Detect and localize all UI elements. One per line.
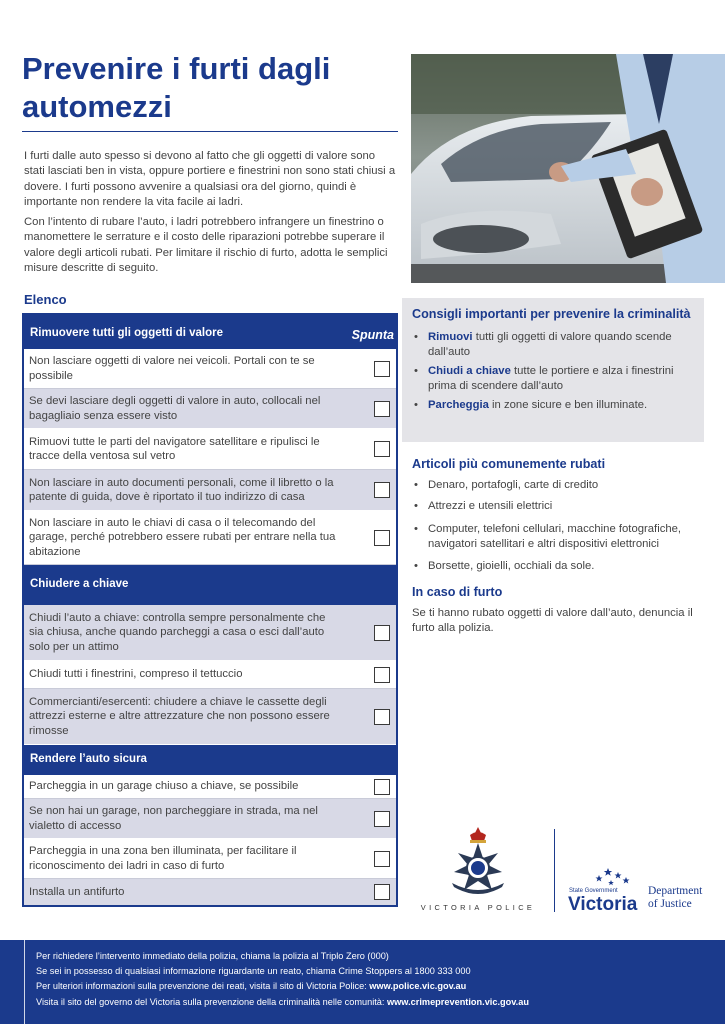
list-item — [412, 364, 694, 393]
section-header-secure-car — [24, 745, 396, 775]
tips-heading: Consigli importanti per prevenire la criminalità — [412, 307, 691, 321]
victoria-logo-icon — [568, 866, 646, 912]
victoria-wordmark: Victoria — [568, 894, 638, 912]
section-title: Rimuovere tutti gli oggetti di valore — [30, 327, 223, 339]
check-column-label: Spunta — [351, 328, 394, 342]
tip-text: tutti gli oggetti di valore quando scende dall’auto — [428, 331, 672, 358]
footer-line-police-site — [36, 979, 529, 994]
stolen-items-list — [412, 478, 712, 574]
list-item: • Denaro, portafogli, carte di credito — [412, 478, 712, 493]
tip-text: tutte le portiere e alza i finestrini prima di scendere dall’auto — [428, 365, 674, 392]
checkbox[interactable] — [374, 709, 390, 725]
checklist-row — [24, 511, 396, 565]
checklist-item-text: Installa un antifurto — [29, 885, 125, 898]
checkbox[interactable] — [374, 441, 390, 457]
checkbox[interactable] — [374, 851, 390, 867]
checklist-row — [24, 389, 396, 429]
commonly-stolen-items — [412, 457, 712, 580]
state-government-label: State Government — [569, 888, 618, 894]
title-divider — [22, 131, 398, 132]
tip-text: in zone sicure e ben illuminate. — [488, 399, 648, 412]
section-title: Rendere l’auto sicura — [30, 753, 147, 765]
tip-keyword: Parcheggia — [428, 399, 489, 412]
section-title: Chiudere a chiave — [30, 578, 129, 590]
footer-text-prefix: Visita il sito del governo del Victoria sulla prevenzione della criminalità nelle comunità: — [36, 996, 388, 1007]
tip-keyword: Chiudi a chiave — [428, 365, 511, 378]
checklist-item-text: Se non hai un garage, non parcheggiare in strada, ma nel vialetto di accesso — [29, 805, 318, 832]
crime-prevention-website-link[interactable]: www.crimeprevention.vic.gov.au — [387, 996, 529, 1007]
footer-line-crime-stoppers: Se sei in possesso di qualsiasi informazione riguardante un reato, chiama Crime Stoppers al 1800 333 000 — [36, 966, 471, 977]
victoria-police-wordmark: VICTORIA POLICE — [420, 903, 536, 912]
checkbox[interactable] — [374, 811, 390, 827]
intro-text — [24, 149, 398, 281]
theft-text: Se ti hanno rubato oggetti di valore dall’auto, denuncia il furto alla polizia. — [412, 607, 693, 634]
checkbox[interactable] — [374, 361, 390, 377]
car-photo-illustration — [411, 54, 725, 283]
footer-text — [36, 949, 529, 1010]
police-badge-icon — [412, 825, 544, 900]
footer-line-emergency: Per richiedere l’intervento immediato della polizia, chiama la polizia al Triplo Zero (000) — [36, 951, 389, 961]
checklist-item-text: Commercianti/esercenti: chiudere a chiave le cassette degli attrezzi esterne e altre attrezzature che non possono essere rimosse — [29, 696, 330, 737]
list-item — [412, 398, 694, 413]
stolen-items-heading: Articoli più comunemente rubati — [412, 457, 606, 471]
checklist-row — [24, 879, 396, 905]
checklist-row — [24, 470, 396, 511]
page-title: Prevenire i furti dagli automezzi — [22, 51, 331, 124]
checklist-item-text: Chiudi tutti i finestrini, compreso il tettuccio — [29, 668, 243, 681]
car-photo — [411, 54, 725, 283]
in-case-of-theft — [412, 585, 712, 635]
checklist-row — [24, 349, 396, 389]
checklist-row — [24, 429, 396, 470]
list-item: • Attrezzi e utensili elettrici — [412, 499, 712, 514]
footer — [0, 940, 725, 1024]
victoria-state-government-logo — [568, 866, 646, 912]
checkbox[interactable] — [374, 779, 390, 795]
victoria-police-logo — [412, 825, 544, 915]
list-item: • Borsette, gioielli, occhiali da sole. — [412, 559, 712, 574]
list-item — [412, 330, 694, 359]
footer-divider — [24, 940, 25, 1024]
intro-paragraph-2: Con l’intento di rubare l’auto, i ladri potrebbero infrangere un finestrino o manomettere le serrature e il costo delle riparazioni potrebbe superare il valore degli articoli rubati. Per limitare il rischio di furto, adotta le semplici misure descritte di seguito. — [24, 216, 388, 275]
crime-prevention-tips-panel — [402, 298, 704, 442]
section-header-remove-valuables — [24, 315, 396, 349]
checklist-item-text: Non lasciare in auto le chiavi di casa o il telecomando del garage, perché potrebbero essere rubati per entrare nella tua abitazione — [29, 517, 336, 558]
tips-list — [412, 330, 694, 413]
checklist-item-text: Se devi lasciare degli oggetti di valore in auto, collocali nel bagagliaio senza essere visto — [29, 395, 321, 422]
checklist-row — [24, 605, 396, 661]
checklist-row — [24, 775, 396, 799]
intro-paragraph-1: I furti dalle auto spesso si devono al fatto che gli oggetti di valore sono stati lasciati ben in vista, oppure portiere e finestrini non sono stati chiusi a dovere. I furti possono avvenire a qualsiasi ora del giorno, quindi è importante non rendere la vita facile ai ladri. — [24, 150, 396, 208]
checkbox[interactable] — [374, 401, 390, 417]
checklist-item-text: Parcheggia in un garage chiuso a chiave, se possibile — [29, 780, 299, 793]
checklist-row — [24, 839, 396, 879]
checklist-row — [24, 661, 396, 689]
checklist-table — [22, 313, 398, 907]
checklist-item-text: Non lasciare in auto documenti personali, come il libretto o la patente di guida, dove è riportato il tuo indirizzo di casa — [29, 476, 334, 503]
logo-divider — [554, 829, 555, 912]
list-item: • Computer, telefoni cellulari, macchine fotografiche, navigatori satellitari e altri dispositivi elettronici — [412, 522, 712, 551]
checklist-heading: Elenco — [24, 292, 67, 307]
checklist-item-text: Parcheggia in una zona ben illuminata, per facilitare il riconoscimento dei ladri in caso di furto — [29, 845, 297, 872]
checklist-item-text: Non lasciare oggetti di valore nei veicoli. Portali con te se possibile — [29, 355, 315, 382]
police-website-link[interactable]: www.police.vic.gov.au — [369, 981, 467, 992]
footer-line-prevention-site — [36, 995, 529, 1010]
checkbox[interactable] — [374, 625, 390, 641]
checklist-item-text: Chiudi l’auto a chiave: controlla sempre personalmente che sia chiusa, anche quando parcheggi a casa o esci dall’auto solo per un attimo — [29, 612, 326, 653]
footer-text-prefix: Per ulteriori informazioni sulla prevenzione dei reati, visita il sito di Victoria Police: — [36, 981, 370, 992]
checkbox[interactable] — [374, 884, 390, 900]
department-of-justice-label — [648, 885, 702, 910]
checkbox[interactable] — [374, 667, 390, 683]
section-header-lock — [24, 565, 396, 605]
checkbox[interactable] — [374, 482, 390, 498]
theft-heading: In caso di furto — [412, 585, 503, 599]
department-line: Department — [648, 885, 703, 897]
checklist-item-text: Rimuovi tutte le parti del navigatore satellitare e ripulisci le tracce della ventosa sul vetro — [29, 435, 320, 462]
of-justice-line: of Justice — [648, 897, 692, 910]
checkbox[interactable] — [374, 530, 390, 546]
checklist-row — [24, 799, 396, 839]
tip-keyword: Rimuovi — [428, 331, 473, 343]
checklist-row — [24, 689, 396, 745]
